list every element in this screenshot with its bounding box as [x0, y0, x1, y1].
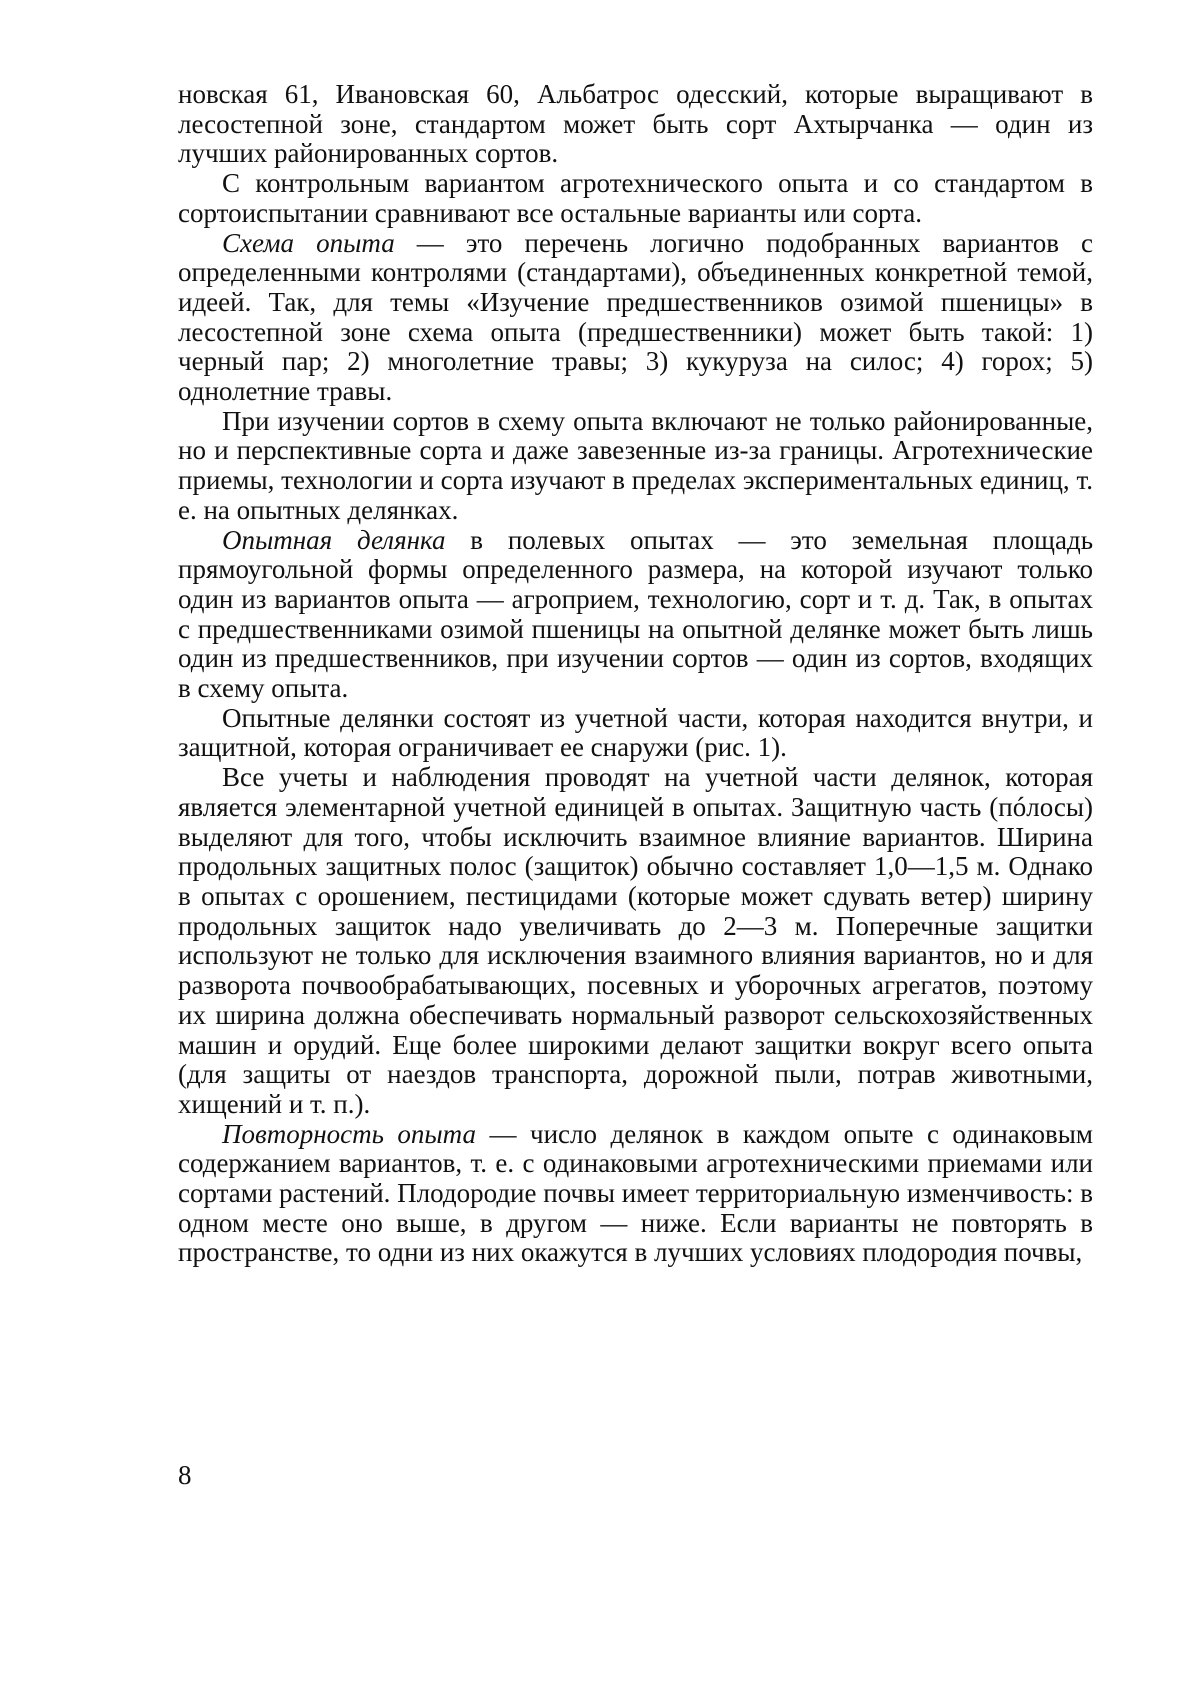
paragraph-6-text: Опытные делянки состоят из учетной части, которая находится внутри, и защитной, которая ограничивает ее снаружи (рис. 1).: [178, 702, 1093, 763]
paragraph-3-text: — это перечень логично подобранных вариантов с определенными контролями (стандартами), объединенных конкретной темой, идеей. Так, для темы «Изучение предшественников озимой пшеницы» в лесостепной зоне схема опыта (предшественники) может быть такой: 1) черный пар; 2) многолетние травы; 3) кукуруза на силос; 4) горох; 5) однолетние травы.: [178, 227, 1093, 407]
paragraph-8-text: — число делянок в каждом опыте с одинаковым содержанием вариантов, т. е. с одинаковыми агротехническими приемами или сортами растений. Плодородие почвы имеет территориальную изменчивость: в одном месте оно выше, в другом — ниже. Если варианты не повторять в пространстве, то одни из них окажутся в лучших условиях плодородия почвы,: [178, 1118, 1093, 1268]
page-number: 8: [178, 1460, 192, 1490]
paragraph-6: [178, 704, 1093, 763]
page-body: [178, 80, 1093, 1268]
paragraph-8: [178, 1120, 1093, 1269]
paragraph-3: [178, 229, 1093, 407]
paragraph-7: [178, 763, 1093, 1119]
term-experiment-scheme: Схема опыта: [222, 227, 395, 258]
paragraph-1: [178, 80, 1093, 169]
term-experiment-replication: Повторность опыта: [222, 1118, 476, 1149]
paragraph-2: [178, 169, 1093, 228]
paragraph-5: [178, 526, 1093, 704]
paragraph-7-text: Все учеты и наблюдения проводят на учетной части делянок, которая является элементарной учетной единицей в опытах. Защитную часть (пóлосы) выделяют для того, чтобы исключить взаимное влияние вариантов. Ширина продольных защитных полос (защиток) обычно составляет 1,0—1,5 м. Однако в опытах с орошением, пестицидами (которые может сдувать ветер) ширину продольных защиток надо увеличивать до 2—3 м. Поперечные защитки используют не только для исключения взаимного влияния вариантов, но и для разворота почвообрабатывающих, посевных и уборочных агрегатов, поэтому их ширина должна обеспечивать нормальный разворот сельскохозяйственных машин и орудий. Еще более широкими делают защитки вокруг всего опыта (для защиты от наездов транспорта, дорожной пыли, потрав животными, хищений и т. п.).: [178, 762, 1093, 1119]
paragraph-1-text: новская 61, Ивановская 60, Альбатрос одесский, которые выращивают в лесостепной зоне, стандартом может быть сорт Ахтырчанка — один из лучших районированных сортов.: [178, 79, 1093, 169]
paragraph-4-text: При изучении сортов в схему опыта включают не только районированные, но и перспективные сорта и даже завезенные из-за границы. Агротехнические приемы, технологии и сорта изучают в пределах экспериментальных единиц, т. е. на опытных делянках.: [178, 405, 1093, 525]
paragraph-5-text: в полевых опытах — это земельная площадь прямоугольной формы определенного размера, на которой изучают только один из вариантов опыта — агроприем, технологию, сорт и т. д. Так, в опытах с предшественниками озимой пшеницы на опытной делянке может быть лишь один из предшественников, при изучении сортов — один из сортов, входящих в схему опыта.: [178, 524, 1094, 704]
term-experimental-plot: Опытная делянка: [222, 524, 446, 555]
paragraph-4: [178, 407, 1093, 526]
paragraph-2-text: С контрольным вариантом агротехнического опыта и со стандартом в сортоиспытании сравнивают все остальные варианты или сорта.: [178, 168, 1093, 228]
